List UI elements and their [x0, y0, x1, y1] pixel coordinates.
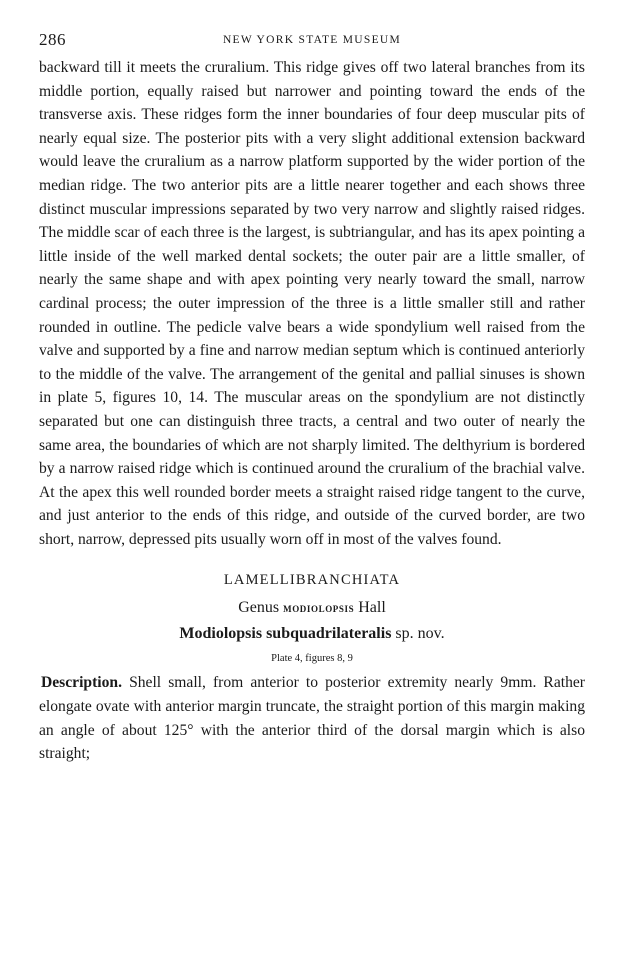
description-text: Shell small, from anterior to posterior extremity nearly 9mm. Rather elongate ovate with anterior margin truncate, the straight portion of this margin making an angle of about 125° with the anterior third of the dorsal margin which is also straight;	[39, 674, 586, 763]
species-name: Modiolopsis subquadrilateralis	[179, 625, 392, 643]
body-paragraph: backward till it meets the cruralium. This ridge gives off two lateral branches from its middle portion, equally raised but narrower and pointing toward the ends of the transverse axis. These ridges form the inner boundaries of four deep muscular pits of nearly equal size. The posterior pits with a very slight additional extension backward would leave the cruralium as a narrow platform supported by the wider portion of the median ridge. The two anterior pits are a little nearer together and each shows three distinct muscular impressions separated by two very narrow and slightly raised ridges. The middle scar of each three is the largest, is subtriangular, and has its apex pointing a little inside of the well marked dental sockets; the outer pair are a little smaller, of nearly the same shape and with apex pointing very nearly toward the small, narrow cardinal process; the outer impression of the three is a little smaller still and rather rounded in outline. The pedicle valve bears a wide spondylium well raised from the valve and supported by a fine and narrow median septum which is continued anteriorly to the middle of the valve. The arrangement of the genital and pallial sinuses is shown in plate 5, figures 10, 14. The muscular areas on the spondylium are not distinctly separated but one can distinguish three tracts, a central and two outer of nearly the same area, the boundaries of which are not sharply limited. The delthyrium is bordered by a narrow raised ridge which is continued around the cruralium of the brachial valve. At the apex this well rounded border meets a straight raised ridge tangent to the curve, and just anterior to the ends of this ridge, and outside of the curved border, are two short, narrow, depressed pits usually worn off in most of the valves found.	[39, 59, 585, 548]
document-page	[39, 30, 585, 766]
genus-prefix: Genus	[238, 599, 280, 617]
description-label: Description.	[41, 674, 122, 692]
species-suffix: sp. nov.	[395, 625, 445, 643]
plate-reference: Plate 4, figures 8, 9	[271, 653, 353, 665]
description-paragraph	[39, 671, 585, 765]
section-heading: LAMELLIBRANCHIATA	[223, 572, 401, 589]
running-head	[39, 30, 585, 56]
genus-line	[39, 597, 585, 619]
running-title: NEW YORK STATE MUSEUM	[222, 34, 402, 46]
genus-name: modiolopsis	[283, 600, 355, 616]
genus-author: Hall	[358, 599, 386, 617]
species-line	[39, 623, 585, 645]
page-number: 286	[39, 30, 66, 49]
